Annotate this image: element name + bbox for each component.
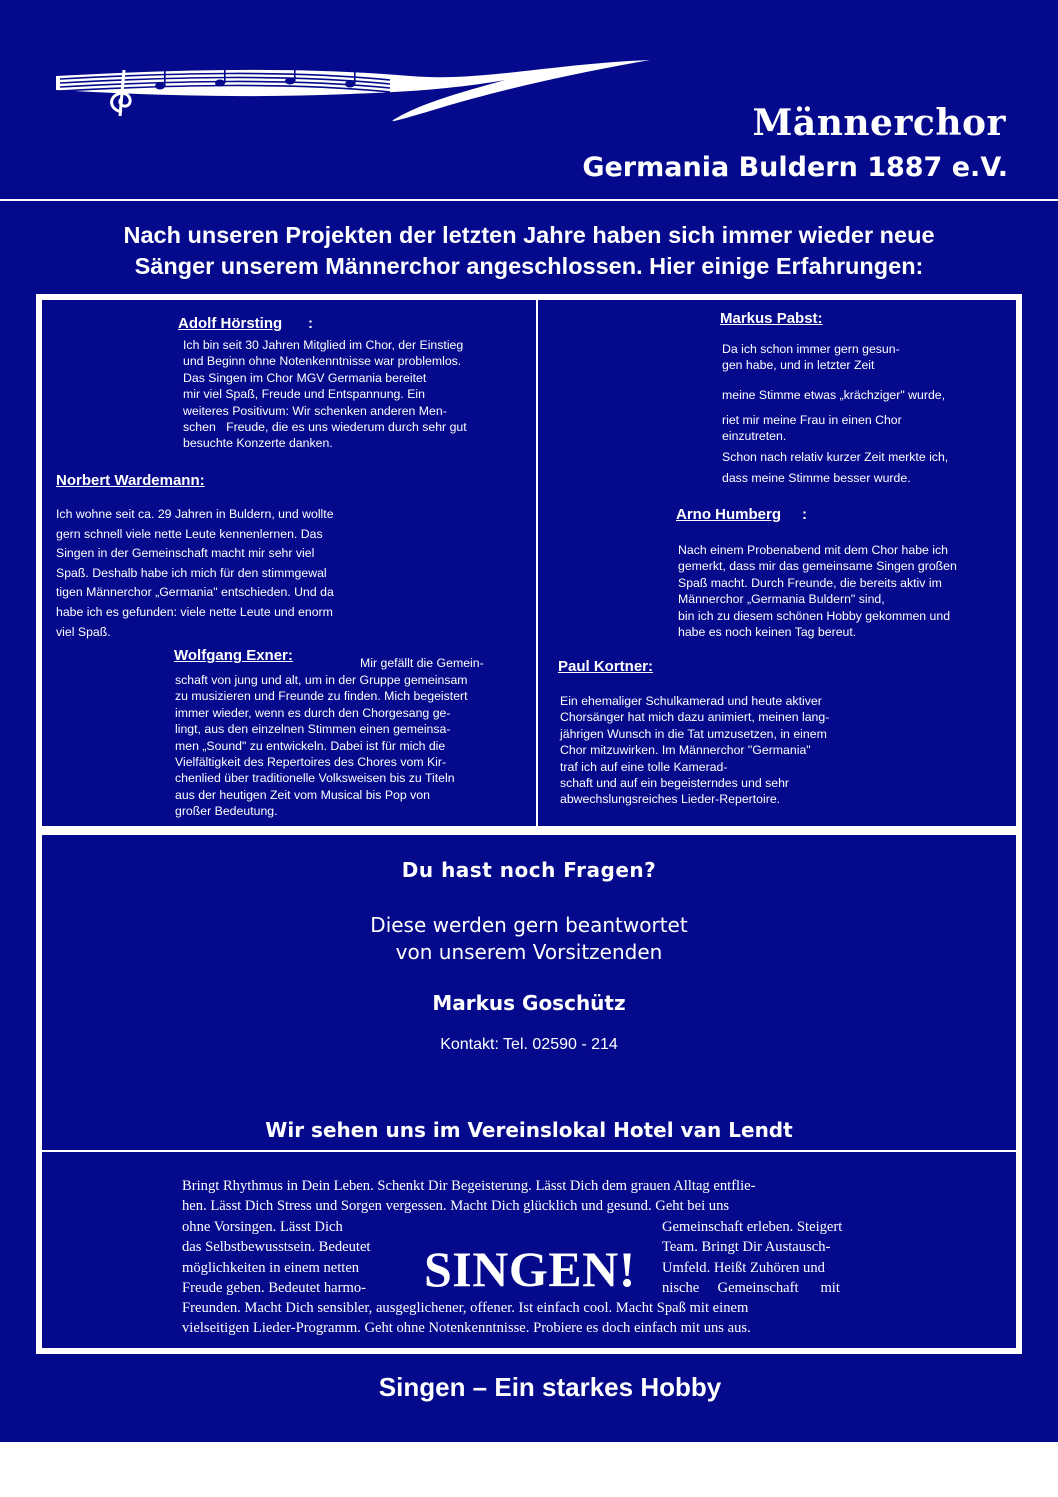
choir-subtitle: Germania Buldern 1887 e.V. bbox=[582, 152, 1008, 183]
name-colon: : bbox=[802, 506, 807, 523]
name-colon: : bbox=[308, 315, 313, 332]
footer-slogan: Singen – Ein starkes Hobby bbox=[378, 1372, 722, 1402]
testimonial-text-markus-4: Schon nach relativ kurzer Zeit merkte ich, dass meine Stimme besser wurde. bbox=[722, 450, 949, 485]
testimonial-name-markus: Markus Pabst: bbox=[720, 310, 823, 327]
questions-line-2: von unserem Vorsitzenden bbox=[395, 940, 663, 964]
section-divider-2 bbox=[42, 1150, 1016, 1152]
section-divider bbox=[42, 826, 1016, 835]
testimonial-text-paul: Ein ehemaliger Schulkamerad und heute aktiver Chorsänger hat mich dazu animiert, meinen lang- jährigen Wunsch in die Tat umzusetzen, in einem Chor mitzuwirken. Im Männerchor "Germania" traf ich auf eine tolle Kamerad- schaft und auf ein begeisterndes und sehr abwechslungsreiches Lieder-Repertoire. bbox=[560, 694, 830, 807]
testimonial-text-markus-3: riet mir meine Frau in einen Chor einzutreten. bbox=[722, 413, 902, 444]
intro-line-2: Sänger unserem Männerchor angeschlossen. Hier einige Erfahrungen: bbox=[134, 253, 924, 279]
testimonial-name-paul: Paul Kortner: bbox=[558, 658, 654, 675]
chairman-name: Markus Goschütz bbox=[432, 991, 626, 1015]
testimonial-name-norbert: Norbert Wardemann: bbox=[56, 472, 205, 489]
testimonial-name-wolfgang: Wolfgang Exner: bbox=[174, 647, 293, 664]
questions-text bbox=[42, 912, 1016, 966]
singen-text-bottom: Freunden. Macht Dich sensibler, ausgeglichener, offener. Ist einfach cool. Macht Spaß mit einem vielseitigen Lieder-Programm. Geht ohne Notenkenntnisse. Probiere es doch einfach mit uns aus. bbox=[182, 1300, 751, 1337]
music-staff-logo bbox=[50, 50, 660, 130]
contact-phone: Kontakt: Tel. 02590 - 214 bbox=[440, 1036, 618, 1053]
testimonial-text-markus-1: Da ich schon immer gern gesun- gen habe, und in letzter Zeit bbox=[722, 342, 900, 373]
questions-heading: Du hast noch Fragen? bbox=[401, 858, 657, 882]
testimonial-name-arno: Arno Humberg bbox=[676, 506, 781, 523]
intro-line-1: Nach unseren Projekten der letzten Jahre haben sich immer wieder neue bbox=[123, 222, 935, 248]
singen-text-right: Gemeinschaft erleben. Steigert Team. Bringt Dir Austausch- Umfeld. Heißt Zuhören und nische Gemeinschaft mit bbox=[662, 1219, 843, 1296]
testimonial-text-markus-2: meine Stimme etwas „krächziger" wurde, bbox=[722, 388, 946, 402]
testimonial-text-norbert: Ich wohne seit ca. 29 Jahren in Buldern, und wollte gern schnell viele nette Leute kennenlernen. Das Singen in der Gemeinschaft macht mir sehr viel Spaß. Deshalb habe ich mich für den stimmgewal tigen Männerchor „Germania" entschieden. Und da habe ich es gefunden: viele nette Leute und enorm viel Spaß. bbox=[56, 507, 334, 639]
choir-title: Männerchor bbox=[752, 102, 1006, 144]
meeting-location: Wir sehen uns im Vereinslokal Hotel van Lendt bbox=[265, 1118, 793, 1142]
header-divider bbox=[0, 199, 1058, 201]
testimonial-text-wolfgang-first: Mir gefällt die Gemein- bbox=[360, 656, 484, 670]
testimonial-text-adolf: Ich bin seit 30 Jahren Mitglied im Chor, der Einstieg und Beginn ohne Notenkenntnisse war problemlos. Das Singen im Chor MGV Germania bereitet mir viel Spaß, Freude und Entspannung. Ein weiteres Positivum: Wir schenken anderen Men- schen Freude, die es uns wiederum durch sehr gut besuchte Konzerte danken. bbox=[183, 338, 467, 451]
column-divider bbox=[536, 300, 538, 826]
testimonial-name-adolf: Adolf Hörsting bbox=[178, 315, 283, 332]
singen-text-top: Bringt Rhythmus in Dein Leben. Schenkt Dir Begeisterung. Lässt Dich dem grauen Alltag entflie- hen. Lässt Dich Stress und Sorgen vergessen. Macht Dich glücklich und gesund. Geht bei uns bbox=[182, 1178, 756, 1215]
singen-text-left: ohne Vorsingen. Lässt Dich das Selbstbewusstsein. Bedeutet möglichkeiten in einem netten Freude geben. Bedeutet harmo- bbox=[182, 1219, 371, 1296]
intro-text bbox=[40, 220, 1018, 282]
questions-line-1: Diese werden gern beantwortet bbox=[370, 913, 688, 937]
testimonial-text-wolfgang: schaft von jung und alt, um in der Gruppe gemeinsam zu musizieren und Freunde zu finden. Mich begeistert immer wieder, wenn es durch den Chorgesang ge- lingt, aus den einzelnen Stimmen einen gemeinsa- men „Sound" zu entwickeln. Dabei ist für mich die Vielfältigkeit des Repertoires des Chores vom Kir- chenlied über traditionelle Volksweisen bis zu Titeln aus der heutigen Zeit vom Musical bis Pop von großer Bedeutung. bbox=[175, 673, 468, 819]
testimonial-text-arno: Nach einem Probenabend mit dem Chor habe ich gemerkt, dass mir das gemeinsame Singen großen Spaß macht. Durch Freunde, die bereits aktiv im Männerchor „Germania Buldern" sind, bin ich zu diesem schönen Hobby gekommen und habe es noch keinen Tag bereut. bbox=[678, 543, 957, 640]
singen-headline: SINGEN! bbox=[424, 1241, 636, 1297]
